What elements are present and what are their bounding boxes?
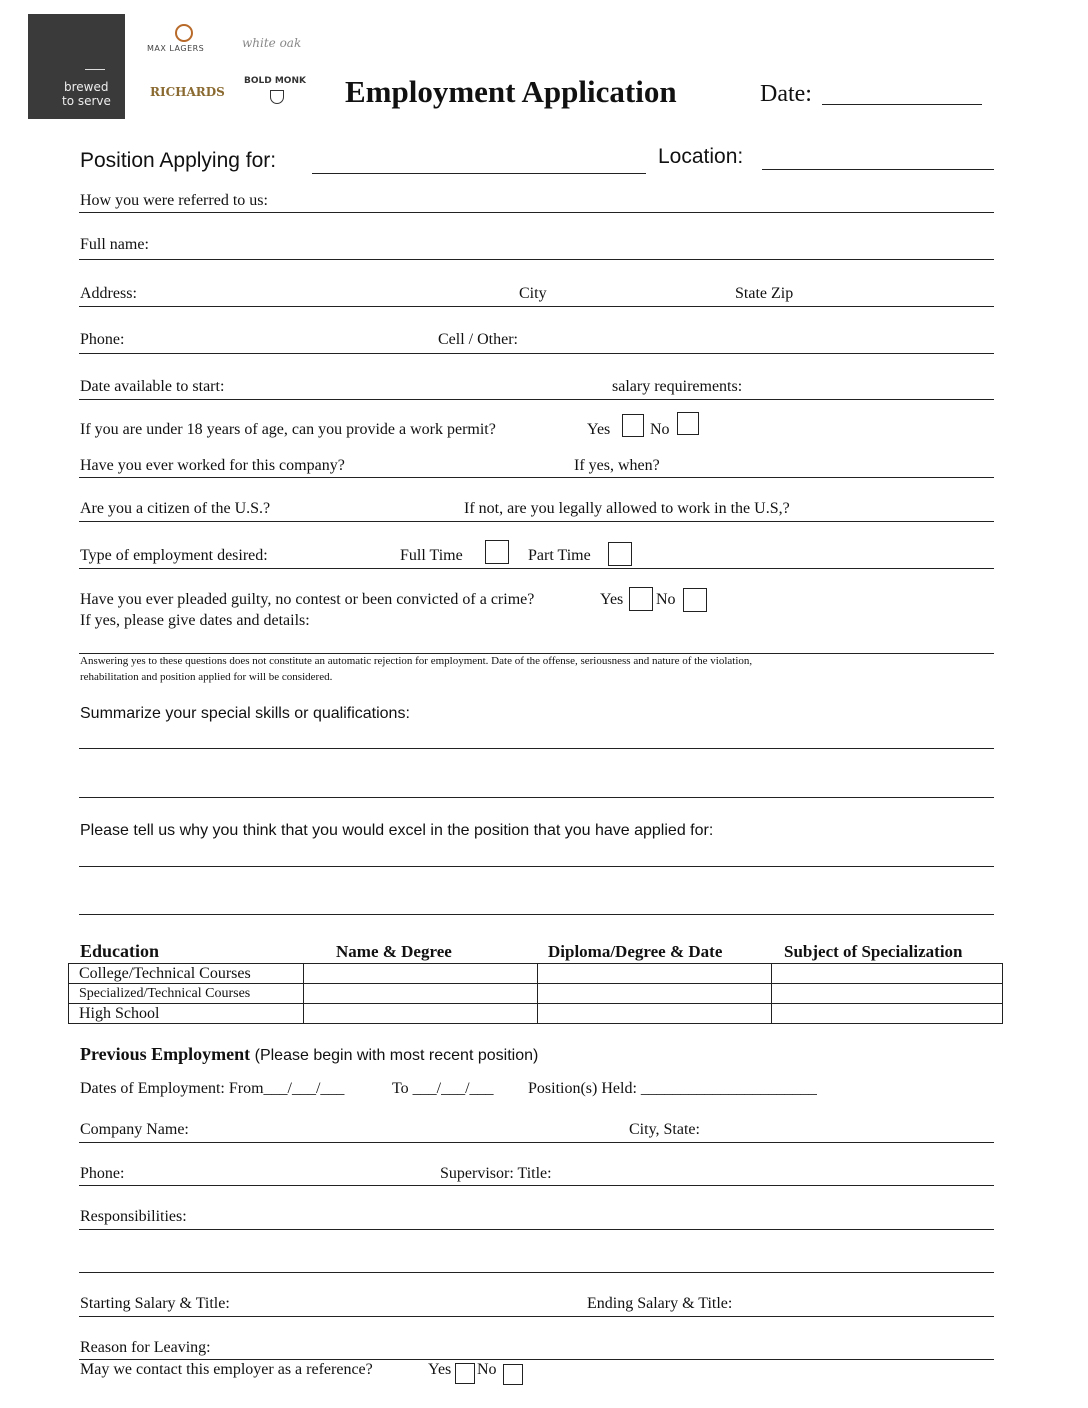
work-permit-yes-label: Yes — [587, 421, 611, 438]
location-label: Location: — [658, 145, 744, 168]
full-time-checkbox[interactable] — [485, 540, 509, 564]
bold-monk-icon — [270, 90, 284, 104]
education-col-diploma-date: Diploma/Degree & Date — [548, 942, 723, 961]
education-cell[interactable] — [538, 984, 772, 1004]
responsibilities-line-1[interactable] — [79, 1229, 994, 1230]
date-available-label: Date available to start: — [80, 378, 225, 395]
state-zip-label: State Zip — [735, 285, 794, 302]
ending-salary-label: Ending Salary & Title: — [587, 1295, 733, 1312]
disclaimer-line-2: rehabilitation and position applied for will be considered. — [80, 671, 333, 683]
previous-employment-note: (Please begin with most recent position) — [250, 1047, 539, 1064]
reason-leaving-label: Reason for Leaving: — [80, 1339, 211, 1356]
crime-details-field[interactable] — [79, 653, 994, 654]
contact-employer-label: May we contact this employer as a reference? — [80, 1361, 373, 1378]
table-row — [69, 984, 1003, 1004]
crime-label: Have you ever pleaded guilty, no contest or been convicted of a crime? — [80, 591, 535, 608]
education-cell[interactable] — [538, 964, 772, 984]
referred-label: How you were referred to us: — [80, 192, 268, 209]
employer-phone-field[interactable] — [79, 1185, 994, 1186]
education-cell[interactable] — [772, 984, 1003, 1004]
excel-line-2[interactable] — [79, 914, 994, 915]
table-row — [69, 964, 1003, 984]
employment-type-field — [79, 568, 994, 569]
work-permit-no-label: No — [650, 421, 670, 438]
address-label: Address: — [80, 285, 137, 302]
company-name-label: Company Name: — [80, 1121, 189, 1138]
work-permit-no-checkbox[interactable] — [677, 412, 699, 435]
starting-salary-label: Starting Salary & Title: — [80, 1295, 230, 1312]
education-row-label: Specialized/Technical Courses — [69, 984, 304, 1004]
education-cell[interactable] — [772, 1004, 1003, 1024]
skills-line-2[interactable] — [79, 797, 994, 798]
positions-held-label: Position(s) Held: ______________________ — [528, 1080, 817, 1097]
dates-from-label: Dates of Employment: From___/___/___ — [80, 1080, 345, 1097]
work-permit-label: If you are under 18 years of age, can you provide a work permit? — [80, 421, 496, 438]
date-field[interactable] — [822, 104, 982, 105]
crime-yes-label: Yes — [600, 591, 624, 608]
table-row — [69, 1004, 1003, 1024]
excel-line-1[interactable] — [79, 866, 994, 867]
previous-employment-heading — [80, 1045, 538, 1064]
position-field[interactable] — [312, 173, 646, 174]
citizen-label: Are you a citizen of the U.S.? — [80, 500, 271, 517]
reason-leaving-field[interactable] — [79, 1359, 994, 1360]
citizen-field[interactable] — [79, 521, 994, 522]
education-heading: Education — [80, 941, 160, 961]
employment-type-label: Type of employment desired: — [80, 547, 268, 564]
education-row-label: College/Technical Courses — [69, 964, 304, 984]
crime-yes-checkbox[interactable] — [629, 587, 653, 611]
contact-no-label: No — [477, 1361, 497, 1378]
part-time-checkbox[interactable] — [608, 542, 632, 566]
logo-text-brewed: brewed — [64, 80, 109, 94]
employer-phone-label: Phone: — [80, 1165, 125, 1182]
education-cell[interactable] — [304, 1004, 538, 1024]
brewed-to-serve-logo — [28, 14, 125, 119]
dates-to-label: To ___/___/___ — [392, 1080, 494, 1097]
responsibilities-label: Responsibilities: — [80, 1208, 187, 1225]
salary-field[interactable] — [79, 1316, 994, 1317]
logo-text-to-serve: to serve — [62, 94, 111, 108]
legally-allowed-label: If not, are you legally allowed to work in the U.S,? — [464, 500, 790, 517]
page-title: Employment Application — [345, 74, 677, 109]
contact-yes-label: Yes — [428, 1361, 452, 1378]
responsibilities-line-2[interactable] — [79, 1272, 994, 1273]
date-available-field[interactable] — [79, 399, 994, 400]
full-time-label: Full Time — [400, 547, 463, 564]
position-label: Position Applying for: — [80, 149, 277, 172]
full-name-label: Full name: — [80, 236, 149, 253]
work-permit-yes-checkbox[interactable] — [622, 414, 644, 437]
part-time-label: Part Time — [528, 547, 591, 564]
crime-details-label: If yes, please give dates and details: — [80, 612, 310, 629]
full-name-field[interactable] — [79, 259, 994, 260]
crime-no-label: No — [656, 591, 676, 608]
skills-label: Summarize your special skills or qualifications: — [80, 705, 410, 722]
cell-label: Cell / Other: — [438, 331, 518, 348]
crime-no-checkbox[interactable] — [683, 588, 707, 612]
education-col-subject: Subject of Specialization — [784, 942, 963, 961]
education-cell[interactable] — [304, 984, 538, 1004]
education-col-name-degree: Name & Degree — [336, 942, 452, 961]
education-table — [68, 963, 1003, 1024]
city-state-label: City, State: — [629, 1121, 700, 1138]
max-lagers-icon — [175, 24, 193, 42]
disclaimer-line-1: Answering yes to these questions does not constitute an automatic rejection for employment. Date of the offense, seriousness and nature of the violation, — [80, 655, 753, 667]
education-cell[interactable] — [772, 964, 1003, 984]
excel-label: Please tell us why you think that you would excel in the position that you have applied for: — [80, 822, 714, 839]
phone-field[interactable] — [79, 353, 994, 354]
max-lagers-logo: MAX LAGERS — [147, 44, 205, 53]
contact-yes-checkbox[interactable] — [455, 1363, 475, 1384]
salary-label: salary requirements: — [612, 378, 743, 395]
bold-monk-logo: BOLD MONK — [244, 76, 306, 86]
company-name-field[interactable] — [79, 1142, 994, 1143]
worked-before-field[interactable] — [79, 477, 994, 478]
previous-employment-title: Previous Employment — [80, 1044, 251, 1064]
richards-logo: RICHARDS — [150, 85, 225, 99]
skills-line-1[interactable] — [79, 748, 994, 749]
referred-field[interactable] — [79, 212, 994, 213]
phone-label: Phone: — [80, 331, 125, 348]
education-cell[interactable] — [304, 964, 538, 984]
location-field[interactable] — [762, 169, 994, 170]
if-yes-when-label: If yes, when? — [574, 457, 660, 474]
date-label: Date: — [760, 81, 812, 107]
white-oak-logo: white oak — [242, 36, 302, 50]
city-label: City — [519, 285, 547, 302]
address-field[interactable] — [79, 306, 994, 307]
education-row-label: High School — [69, 1004, 304, 1024]
worked-before-label: Have you ever worked for this company? — [80, 457, 345, 474]
education-cell[interactable] — [538, 1004, 772, 1024]
contact-no-checkbox[interactable] — [503, 1364, 523, 1385]
supervisor-label: Supervisor: Title: — [440, 1165, 552, 1182]
